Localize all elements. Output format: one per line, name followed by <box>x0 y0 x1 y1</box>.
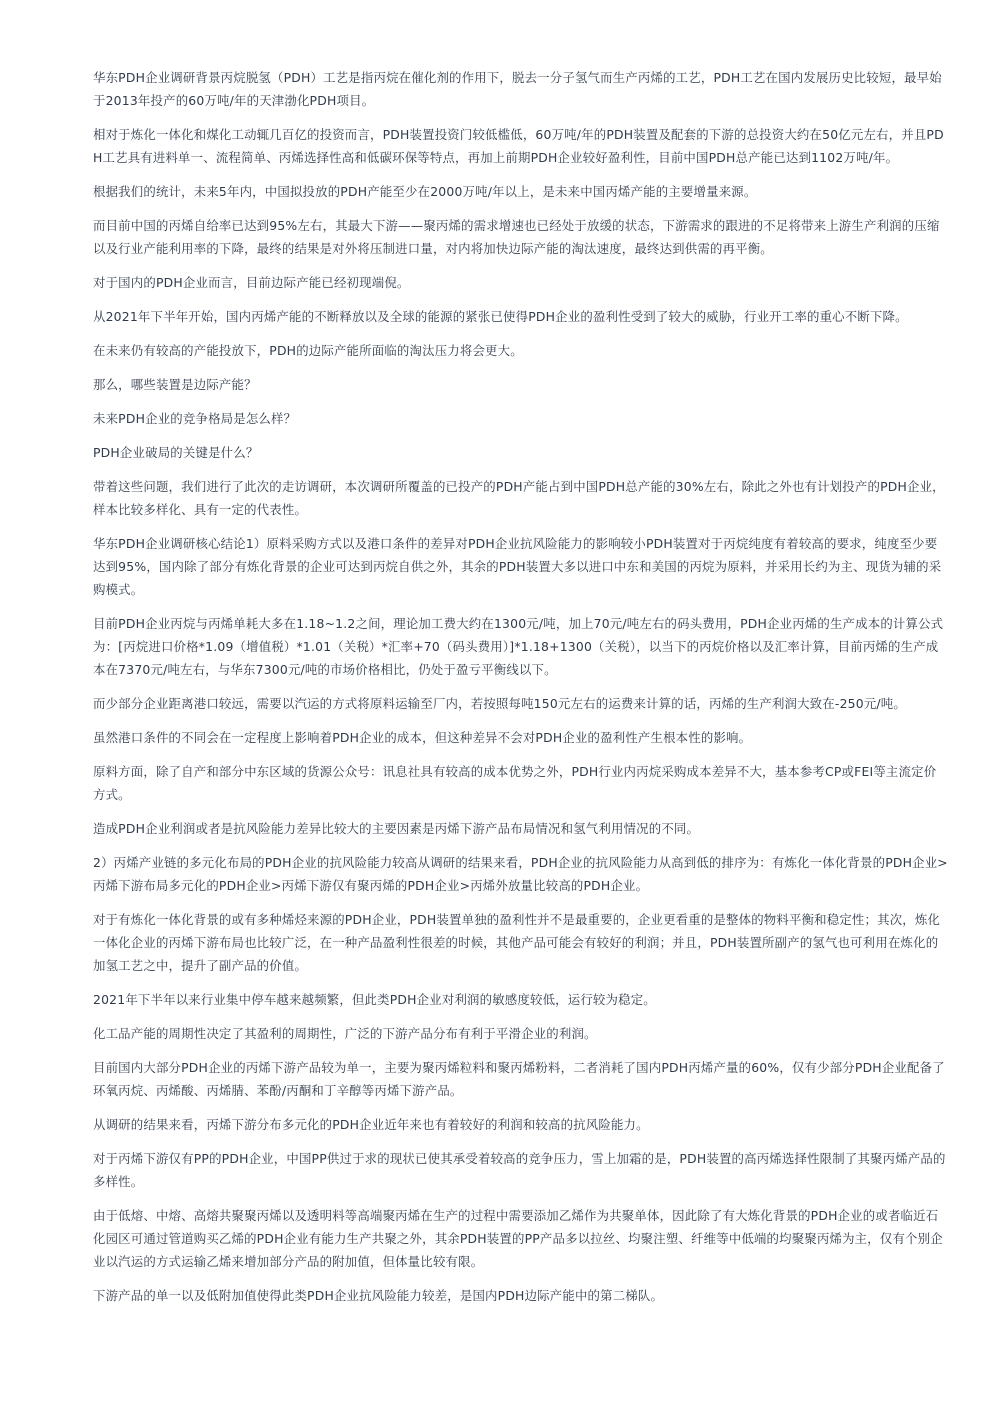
paragraph-10: PDH企业破局的关键是什么？ <box>93 445 259 460</box>
paragraph-7: 在未来仍有较高的产能投放下，PDH的边际产能所面临的淘汰压力将会更大。 <box>93 343 523 358</box>
paragraph-16: 原料方面，除了自产和部分中东区域的货源公众号：讯息社具有较高的成本优势之外，PDH行业内丙烷采购成本差异不大，基本参考CP或FEI等主流定价方式。 <box>93 764 937 802</box>
paragraph-20: 2021年下半年以来行业集中停车越来越频繁，但此类PDH企业对利润的敏感度较低，运行较为稳定。 <box>93 992 656 1007</box>
paragraph-23: 从调研的结果来看，丙烯下游分布多元化的PDH企业近年来也有着较好的利润和较高的抗风险能力。 <box>93 1117 649 1132</box>
paragraph-8: 那么，哪些装置是边际产能？ <box>93 377 257 392</box>
paragraph-15: 虽然港口条件的不同会在一定程度上影响着PDH企业的成本，但这种差异不会对PDH企业的盈利性产生根本性的影响。 <box>93 730 752 745</box>
paragraph-12: 华东PDH企业调研核心结论1）原料采购方式以及港口条件的差异对PDH企业抗风险能力的影响较小PDH装置对于丙烷纯度有着较高的要求，纯度至少要达到95%，国内除了部分有炼化背景的企业可达到丙烷自供之外，其余的PDH装置大多以进口中东和美国的丙烷为原料，并采用长约为主、现货为辅的采购模式。 <box>93 536 942 597</box>
paragraph-26: 下游产品的单一以及低附加值使得此类PDH企业抗风险能力较差，是国内PDH边际产能中的第二梯队。 <box>93 1288 664 1303</box>
paragraph-2: 相对于炼化一体化和煤化工动辄几百亿的投资而言，PDH装置投资门较低槛低，60万吨/年的PDH装置及配套的下游的总投资大约在50亿元左右，并且PDH工艺具有进料单一、流程简单、丙烯选择性高和低碳环保等特点，再加上前期PDH企业较好盈利性，目前中国PDH总产能已达到1102万吨/年。 <box>93 127 944 165</box>
paragraph-11: 带着这些问题，我们进行了此次的走访调研，本次调研所覆盖的已投产的PDH产能占到中国PDH总产能的30%左右，除此之外也有计划投产的PDH企业，样本比较多样化、具有一定的代表性。 <box>93 479 945 517</box>
paragraph-18: 2）丙烯产业链的多元化布局的PDH企业的抗风险能力较高从调研的结果来看，PDH企业的抗风险能力从高到低的排序为：有炼化一体化背景的PDH企业>丙烯下游布局多元化的PDH企业>丙烯下游仅有聚丙烯的PDH企业>丙烯外放量比较高的PDH企业。 <box>93 855 948 893</box>
paragraph-24: 对于丙烯下游仅有PP的PDH企业，中国PP供过于求的现状已使其承受着较高的竞争压力，雪上加霜的是，PDH装置的高丙烯选择性限制了其聚丙烯产品的多样性。 <box>93 1151 946 1189</box>
document-body <box>93 66 948 1318</box>
paragraph-13: 目前PDH企业丙烷与丙烯单耗大多在1.18~1.2之间，理论加工费大约在1300元/吨，加上70元/吨左右的码头费用，PDH企业丙烯的生产成本的计算公式为：[丙烷进口价格*1.09（增值税）*1.01（关税）*汇率+70（码头费用）]*1.18+1300（关税），以当下的丙烷价格以及汇率计算，目前丙烯的生产成本在7370元/吨左右，与华东7300元/吨的市场价格相比，仍处于盈亏平衡线以下。 <box>93 616 944 677</box>
paragraph-19: 对于有炼化一体化背景的或有多种烯烃来源的PDH企业，PDH装置单独的盈利性并不是最重要的，企业更看重的是整体的物料平衡和稳定性；其次，炼化一体化企业的丙烯下游布局也比较广泛，在一种产品盈利性很差的时候，其他产品可能会有较好的利润；并且，PDH装置所副产的氢气也可利用在炼化的加氢工艺之中，提升了副产品的价值。 <box>93 912 941 973</box>
paragraph-9: 未来PDH企业的竞争格局是怎么样？ <box>93 411 297 426</box>
paragraph-1: 华东PDH企业调研背景丙烷脱氢（PDH）工艺是指丙烷在催化剂的作用下，脱去一分子氢气而生产丙烯的工艺，PDH工艺在国内发展历史比较短，最早始于2013年投产的60万吨/年的天津渤化PDH项目。 <box>93 70 942 108</box>
paragraph-25: 由于低熔、中熔、高熔共聚聚丙烯以及透明料等高端聚丙烯在生产的过程中需要添加乙烯作为共聚单体，因此除了有大炼化背景的PDH企业的或者临近石化园区可通过管道购买乙烯的PDH企业有能力生产共聚之外，其余PDH装置的PP产品多以拉丝、均聚注塑、纤维等中低端的均聚聚丙烯为主，仅有个别企业以汽运的方式运输乙烯来增加部分产品的附加值，但体量比较有限。 <box>93 1208 943 1269</box>
paragraph-3: 根据我们的统计，未来5年内，中国拟投放的PDH产能至少在2000万吨/年以上，是未来中国丙烯产能的主要增量来源。 <box>93 184 757 199</box>
paragraph-14: 而少部分企业距离港口较远，需要以汽运的方式将原料运输至厂内，若按照每吨150元左右的运费来计算的话，丙烯的生产利润大致在-250元/吨。 <box>93 696 906 711</box>
paragraph-21: 化工品产能的周期性决定了其盈利的周期性，广泛的下游产品分布有利于平滑企业的利润。 <box>93 1026 597 1041</box>
paragraph-6: 从2021年下半年开始，国内丙烯产能的不断释放以及全球的能源的紧张已使得PDH企业的盈利性受到了较大的威胁，行业开工率的重心不断下降。 <box>93 309 908 324</box>
paragraph-22: 目前国内大部分PDH企业的丙烯下游产品较为单一，主要为聚丙烯粒料和聚丙烯粉料，二者消耗了国内PDH丙烯产量的60%，仅有少部分PDH企业配备了环氧丙烷、丙烯酸、丙烯腈、苯酚/丙酮和丁辛醇等丙烯下游产品。 <box>93 1060 945 1098</box>
paragraph-5: 对于国内的PDH企业而言，目前边际产能已经初现端倪。 <box>93 275 410 290</box>
paragraph-17: 造成PDH企业利润或者是抗风险能力差异比较大的主要因素是丙烯下游产品布局情况和氢气利用情况的不同。 <box>93 821 700 836</box>
paragraph-4: 而目前中国的丙烯自给率已达到95%左右，其最大下游——聚丙烯的需求增速也已经处于放缓的状态，下游需求的跟进的不足将带来上游生产利润的压缩以及行业产能利用率的下降，最终的结果是对外将压制进口量，对内将加快边际产能的淘汰速度，最终达到供需的再平衡。 <box>93 218 940 256</box>
